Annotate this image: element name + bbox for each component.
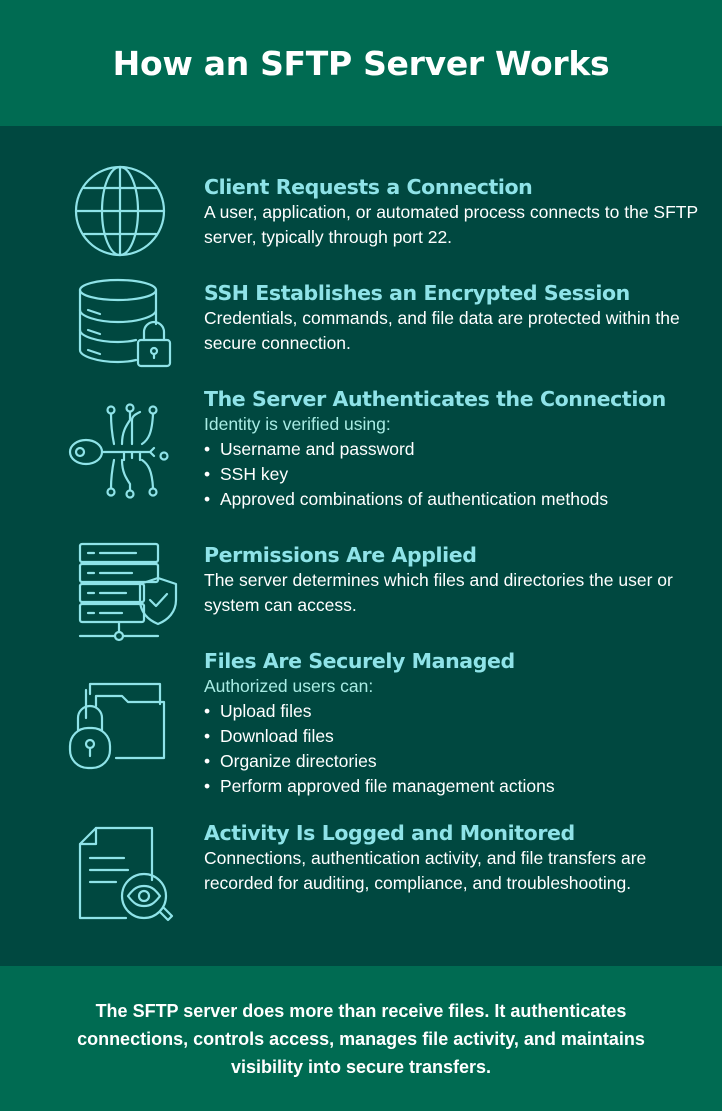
step-title: The Server Authenticates the Connection [204,387,666,411]
list-item: • SSH key [204,462,704,487]
step-lead: Authorized users can: [204,676,374,696]
step-description: Credentials, commands, and file data are protected within the secure connection. [204,308,680,353]
step-title: Permissions Are Applied [204,543,477,567]
list-item: • Organize directories [204,749,704,774]
step-description: The server determines which files and directories the user or system can access. [204,570,673,615]
database-lock-icon [66,278,176,378]
step-lead: Identity is verified using: [204,414,391,434]
document-eye-icon [66,826,176,926]
step-title: Client Requests a Connection [204,175,533,199]
steps-panel [0,126,722,966]
step-title: Activity Is Logged and Monitored [204,821,575,845]
server-shield-icon [66,542,176,642]
step-title: Files Are Securely Managed [204,649,515,673]
summary-text: The SFTP server does more than receive files. It authenticates connections, controls access, manages file activity, and maintains visibility into secure transfers. [77,1000,645,1077]
list-item: • Approved combinations of authentication methods [204,487,704,512]
header-banner [0,0,722,126]
bullet-list [204,699,704,799]
footer-banner [0,966,722,1111]
step-title: SSH Establishes an Encrypted Session [204,281,630,305]
step-description: A user, application, or automated process connects to the SFTP server, typically through port 22. [204,202,698,247]
bullet-list [204,437,704,512]
globe-icon [66,166,176,266]
list-item: • Download files [204,724,704,749]
list-item: • Username and password [204,437,704,462]
list-item: • Upload files [204,699,704,724]
page-title: How an SFTP Server Works [112,43,610,83]
list-item: • Perform approved file management actions [204,774,704,799]
folder-lock-icon [66,682,176,782]
step-description: Connections, authentication activity, and file transfers are recorded for auditing, compliance, and troubleshooting. [204,848,647,893]
digital-key-icon [66,402,176,502]
